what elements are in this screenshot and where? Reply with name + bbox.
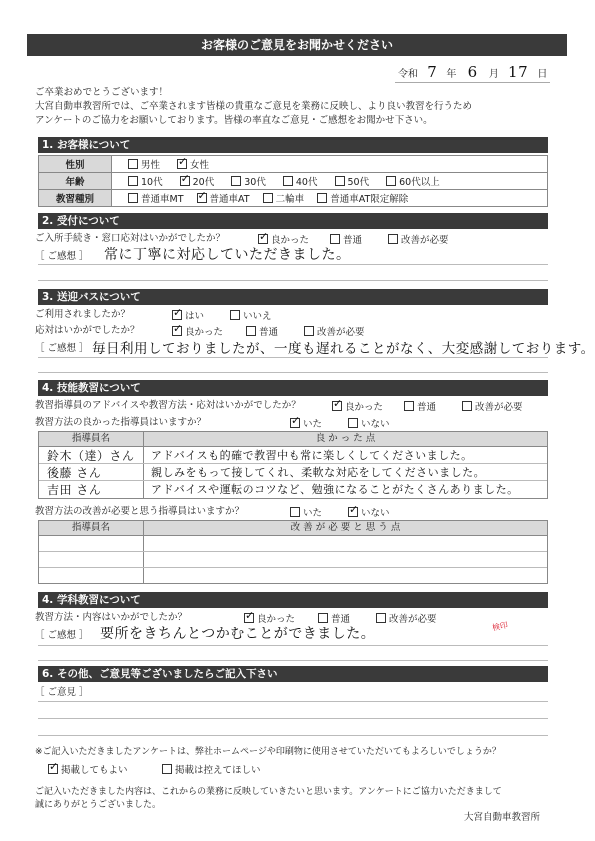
- intro-line-1: ご卒業おめでとうございます！: [35, 87, 169, 98]
- checkbox-icon[interactable]: [128, 159, 138, 169]
- intro-line-2: 大宮自動車教習所では、ご卒業されます皆様の貴重なご意見を業務に反映し、より良い教習を行うため: [35, 101, 473, 112]
- option-label: 改善が必要: [475, 402, 523, 413]
- checkbox-icon[interactable]: [290, 507, 300, 517]
- s3-q2: 応対はいかがでしたか？: [35, 325, 140, 336]
- checkbox-icon[interactable]: [231, 176, 241, 186]
- checkbox-checked-icon[interactable]: [48, 764, 58, 774]
- checkbox-checked-icon[interactable]: [197, 193, 207, 203]
- s6-comment-label: ［ ご意見 ］: [35, 687, 89, 698]
- option-label: 60代以上: [399, 177, 440, 188]
- good-col-point: 良 か っ た 点: [144, 432, 547, 447]
- s4-q2-yes[interactable]: [290, 416, 322, 430]
- s3-q2-improve[interactable]: [304, 324, 365, 338]
- good-name-3[interactable]: 吉田 さん: [47, 483, 102, 497]
- s4-q1: 教習指導員のアドバイスや教習方法・応対はいかがでしたか？: [35, 400, 301, 411]
- course-mt[interactable]: [128, 194, 184, 205]
- checkbox-checked-icon[interactable]: [172, 310, 182, 320]
- checkbox-icon[interactable]: [388, 234, 398, 244]
- section-5-header: 4. 学科教習について: [38, 592, 548, 608]
- checkbox-checked-icon[interactable]: [177, 159, 187, 169]
- s2-question: ご入所手続き・窓口応対はいかがでしたか？: [35, 233, 226, 244]
- s2-comment[interactable]: 常に丁寧に対応していただきました。: [104, 247, 351, 263]
- checkbox-icon[interactable]: [462, 401, 472, 411]
- s5-comment-label: ［ ご感想 ］: [35, 630, 89, 641]
- good-instructor-table: [38, 431, 548, 499]
- section-6-header: 6. その他、ご意見等ございましたらご記入下さい: [38, 666, 548, 682]
- consent-yes[interactable]: [48, 762, 128, 776]
- option-label: いた: [303, 508, 323, 519]
- age-10s[interactable]: [128, 177, 163, 188]
- intro-line-3: アンケートのご協力をお願いしております。皆様の率直なご意見・ご感想をお聞かせ下さい。: [35, 115, 433, 126]
- checkbox-checked-icon[interactable]: [180, 176, 190, 186]
- s3-q2-good[interactable]: [172, 324, 223, 338]
- s4-q1-normal[interactable]: [404, 399, 436, 413]
- date-day[interactable]: 17: [508, 63, 529, 81]
- improve-instructor-table: [38, 520, 548, 584]
- good-col-name: 指導員名: [39, 432, 144, 447]
- red-stamp: 検印: [491, 620, 509, 633]
- thanks-line-2: 誠にありがとうございました。: [35, 800, 162, 810]
- s5-line-1: [38, 645, 548, 646]
- gender-options: [112, 156, 548, 173]
- checkbox-icon[interactable]: [283, 176, 293, 186]
- s4-q2-no[interactable]: [348, 416, 390, 430]
- option-label: 良かった: [257, 614, 296, 625]
- option-label: 改善が必要: [389, 614, 437, 625]
- s2-line-2: [38, 280, 548, 281]
- checkbox-checked-icon[interactable]: [348, 507, 358, 517]
- age-60s-plus[interactable]: [386, 177, 440, 188]
- s2-opt-improve[interactable]: [388, 232, 449, 246]
- checkbox-icon[interactable]: [128, 193, 138, 203]
- option-label: 普通: [259, 327, 279, 338]
- age-40s[interactable]: [283, 177, 318, 188]
- checkbox-checked-icon[interactable]: [290, 418, 300, 428]
- section-1-header: 1. お客様について: [38, 137, 548, 153]
- option-label: いいえ: [243, 311, 272, 322]
- option-label: 10代: [141, 177, 163, 188]
- checkbox-checked-icon[interactable]: [332, 401, 342, 411]
- option-label: 普通: [417, 402, 437, 413]
- option-label: 掲載は控えてほしい: [175, 765, 261, 776]
- course-at-removal[interactable]: [317, 194, 408, 205]
- option-label: 良かった: [271, 235, 310, 246]
- good-name-1[interactable]: 鈴木（達）さん: [47, 449, 135, 463]
- age-20s[interactable]: [180, 177, 215, 188]
- checkbox-checked-icon[interactable]: [258, 234, 268, 244]
- school-name: 大宮自動車教習所: [464, 812, 541, 823]
- checkbox-icon[interactable]: [376, 613, 386, 623]
- s5-question: 教習方法・内容はいかがでしたか？: [35, 612, 188, 623]
- s6-line-1: [38, 701, 548, 702]
- option-label: 改善が必要: [401, 235, 449, 246]
- option-label: 普通車AT限定解除: [330, 194, 409, 205]
- survey-title: お客様のご意見をお聞かせください: [27, 34, 567, 56]
- option-label: 30代: [244, 177, 266, 188]
- s2-line-1: [38, 264, 548, 265]
- s3-comment[interactable]: 毎日利用しておりましたが、一度も遅れることがなく、大変感謝しております。: [92, 341, 595, 357]
- thanks-line-1: ご記入いただきました内容は、これからの業務に反映していきたいと思います。アンケートにご協力いただきまして: [35, 787, 502, 797]
- gender-label: 性別: [39, 156, 112, 173]
- option-label: はい: [185, 311, 205, 322]
- age-50s[interactable]: [335, 177, 370, 188]
- s3-q2-normal[interactable]: [246, 324, 278, 338]
- option-label: 良かった: [345, 402, 384, 413]
- checkbox-icon[interactable]: [404, 401, 414, 411]
- age-options: [112, 173, 548, 190]
- section-4-header: 4. 技能教習について: [38, 380, 548, 396]
- checkbox-icon[interactable]: [230, 310, 240, 320]
- option-label: 普通車MT: [141, 194, 184, 205]
- option-label: いない: [361, 419, 390, 430]
- gender-female[interactable]: [177, 160, 209, 171]
- age-label: 年齢: [39, 173, 112, 190]
- date-month[interactable]: 6: [467, 63, 478, 81]
- date-era: 令和: [398, 69, 418, 80]
- course-options: [112, 190, 548, 207]
- s4-q1-good[interactable]: [332, 399, 383, 413]
- s4-q1-improve[interactable]: [462, 399, 523, 413]
- option-label: 20代: [192, 177, 215, 188]
- checkbox-icon[interactable]: [162, 764, 172, 774]
- course-label: 教習種別: [39, 190, 112, 207]
- s2-comment-label: ［ ご感想 ］: [35, 251, 89, 262]
- s3-q1-yes[interactable]: [172, 308, 204, 322]
- consent-no[interactable]: [162, 762, 261, 776]
- s3-q1: ご利用されましたか？: [35, 309, 131, 320]
- date-year[interactable]: 7: [427, 63, 438, 81]
- option-label: 普通: [331, 614, 351, 625]
- s6-line-2: [38, 718, 548, 719]
- age-30s[interactable]: [231, 177, 266, 188]
- checkbox-icon[interactable]: [304, 326, 314, 336]
- checkbox-icon[interactable]: [330, 234, 340, 244]
- improve-col-point: 改 善 が 必 要 と 思 う 点: [144, 521, 547, 536]
- checkbox-icon[interactable]: [318, 613, 328, 623]
- s3-line-1: [38, 357, 548, 358]
- s6-line-3: [38, 735, 548, 736]
- section-2-header: 2. 受付について: [38, 213, 548, 229]
- option-label: 掲載してもよい: [61, 765, 128, 776]
- date-day-unit: 日: [537, 69, 548, 80]
- checkbox-icon[interactable]: [386, 176, 396, 186]
- good-name-2[interactable]: 後藤 さん: [47, 466, 102, 480]
- option-label: 男性: [141, 160, 161, 171]
- section-3-header: 3. 送迎バスについて: [38, 289, 548, 305]
- course-at[interactable]: [197, 194, 250, 205]
- course-motorcycle[interactable]: [263, 194, 305, 205]
- checkbox-icon[interactable]: [263, 193, 273, 203]
- s3-comment-label: ［ ご感想 ］: [35, 343, 89, 354]
- option-label: 良かった: [185, 327, 224, 338]
- checkbox-icon[interactable]: [128, 176, 138, 186]
- profile-table: [38, 155, 548, 207]
- option-label: 二輪車: [275, 194, 305, 205]
- option-label: 40代: [295, 177, 318, 188]
- checkbox-icon[interactable]: [335, 176, 345, 186]
- s4-q3-no[interactable]: [348, 505, 390, 519]
- consent-question: ※ご記入いただきましたアンケートは、弊社ホームページや印刷物に使用させていただいてもよろしいでしょうか？: [35, 747, 501, 757]
- option-label: 普通: [343, 235, 363, 246]
- option-label: いない: [361, 508, 390, 519]
- checkbox-checked-icon[interactable]: [172, 326, 182, 336]
- s4-q3: 教習方法の改善が必要と思う指導員はいますか？: [35, 506, 245, 517]
- option-label: いた: [303, 419, 323, 430]
- s3-q1-no[interactable]: [230, 308, 272, 322]
- checkbox-checked-icon[interactable]: [244, 613, 254, 623]
- s5-line-2: [38, 660, 548, 661]
- s4-q3-yes[interactable]: [290, 505, 322, 519]
- option-label: 改善が必要: [317, 327, 365, 338]
- checkbox-icon[interactable]: [317, 193, 327, 203]
- s3-line-2: [38, 372, 548, 373]
- date-field: [398, 63, 547, 81]
- good-point-3[interactable]: アドバイスや運転のコツなど、勉強になることがたくさんありました。: [151, 483, 519, 496]
- improve-col-name: 指導員名: [39, 521, 144, 536]
- date-month-unit: 月: [488, 69, 499, 80]
- checkbox-icon[interactable]: [246, 326, 256, 336]
- checkbox-icon[interactable]: [348, 418, 358, 428]
- option-label: 50代: [347, 177, 370, 188]
- option-label: 女性: [190, 160, 210, 171]
- date-year-unit: 年: [446, 69, 457, 80]
- s5-comment[interactable]: 要所をきちんとつかむことができました。: [100, 626, 376, 642]
- s5-opt-improve[interactable]: [376, 611, 437, 625]
- s4-q2: 教習方法の良かった指導員はいますか？: [35, 417, 207, 428]
- date-underline: [395, 82, 550, 83]
- good-point-2[interactable]: 親しみをもって接してくれ、柔軟な対応をしてくださいました。: [151, 466, 486, 479]
- option-label: 普通車AT: [209, 194, 250, 205]
- gender-male[interactable]: [128, 160, 160, 171]
- good-point-1[interactable]: アドバイスも的確で教習中も常に楽しくしてくださいました。: [151, 449, 473, 462]
